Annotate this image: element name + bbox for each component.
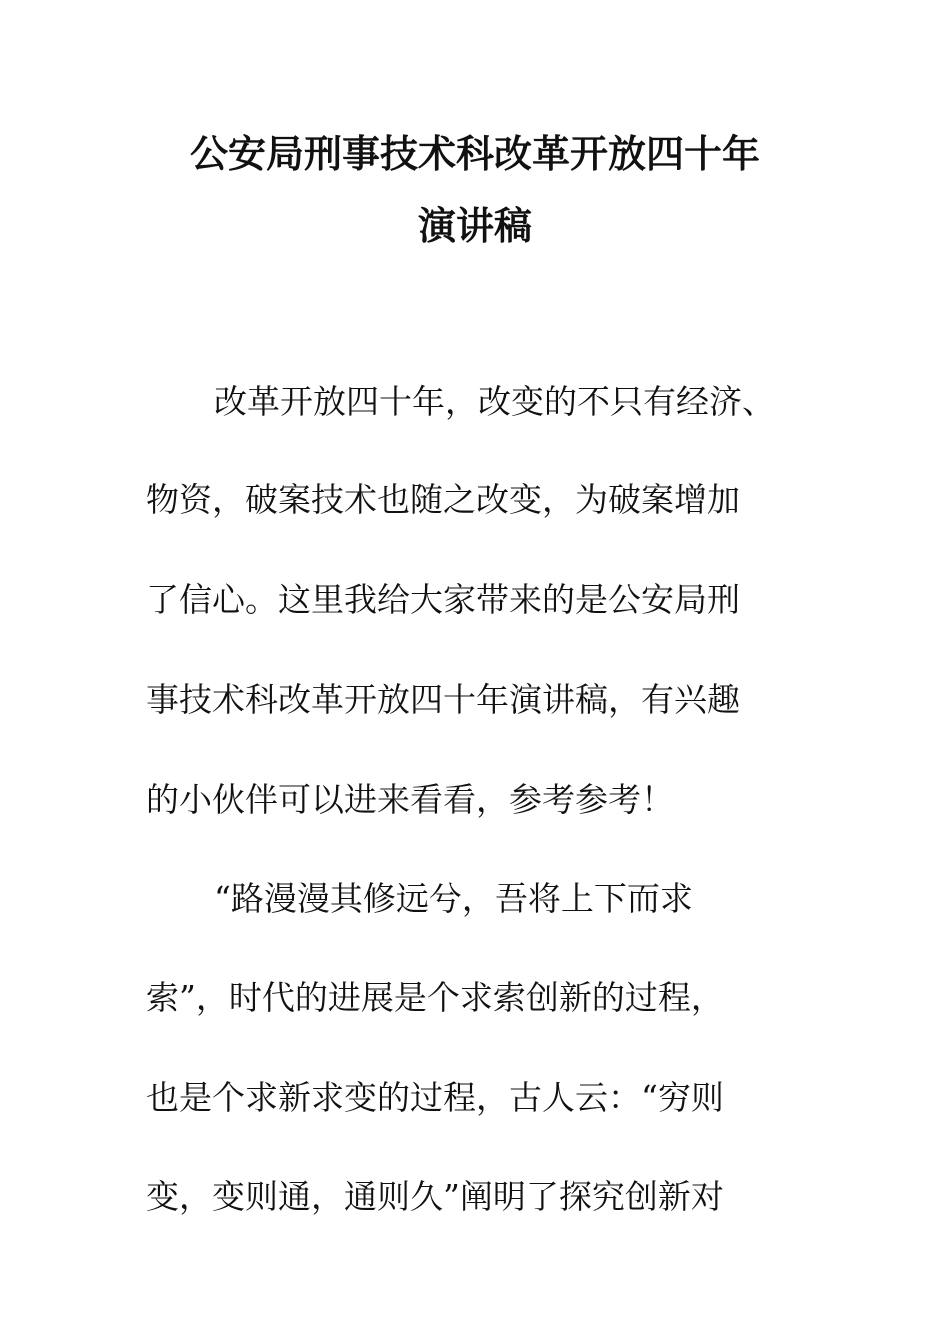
paragraph-line: 索”，时代的进展是个求索创新的过程，: [146, 978, 724, 1017]
paragraph-line: 也是个求新求变的过程，古人云：“穷则: [146, 1078, 724, 1117]
paragraph-line: 的小伙伴可以进来看看，参考参考！: [146, 780, 674, 819]
paragraph-line: “路漫漫其修远兮，吾将上下而求: [214, 879, 693, 918]
page-title-line-2: 演讲稿: [417, 204, 532, 248]
page-title-line-1: 公安局刑事技术科改革开放四十年: [189, 132, 760, 176]
paragraph-line: 变，变则通，通则久”阐明了探究创新对: [146, 1177, 724, 1216]
paragraph-line: 事技术科改革开放四十年演讲稿，有兴趣: [146, 680, 740, 719]
paragraph-line: 了信心。这里我给大家带来的是公安局刑: [146, 580, 740, 619]
paragraph-line: 物资，破案技术也随之改变，为破案增加: [146, 480, 740, 519]
paragraph-line: 改革开放四十年，改变的不只有经济、: [214, 382, 775, 421]
